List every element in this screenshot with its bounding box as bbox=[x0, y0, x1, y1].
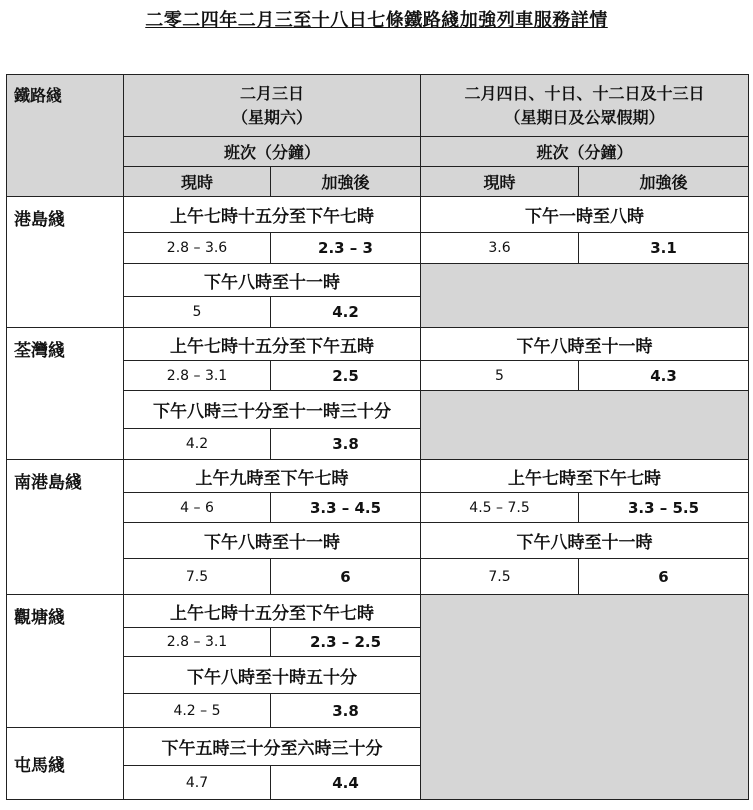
holiday-current-label: 現時 bbox=[421, 167, 579, 197]
period-label: 上午七時十五分至下午七時 bbox=[124, 197, 421, 233]
header-row bbox=[7, 75, 749, 137]
period-label: 下午八時至十一時 bbox=[124, 264, 421, 297]
current-frequency: 4.2 – 5 bbox=[124, 694, 271, 728]
holiday-enhanced-label: 加強後 bbox=[579, 167, 749, 197]
no-service-cell bbox=[421, 595, 749, 800]
rail-name-tuen-ma-line: 屯馬綫 bbox=[7, 728, 124, 800]
saturday-current-label: 現時 bbox=[124, 167, 271, 197]
period-label: 下午八時至十一時 bbox=[421, 523, 749, 559]
no-service-cell bbox=[421, 391, 749, 460]
service-table bbox=[6, 74, 749, 800]
rail-name-south-island-line: 南港島綫 bbox=[7, 460, 124, 595]
enhanced-frequency: 2.3 – 2.5 bbox=[271, 628, 421, 657]
enhanced-frequency: 6 bbox=[579, 559, 749, 595]
current-frequency: 4.5 – 7.5 bbox=[421, 493, 579, 523]
current-frequency: 5 bbox=[421, 361, 579, 391]
period-label: 上午七時十五分至下午五時 bbox=[124, 328, 421, 361]
saturday-date: 二月三日 bbox=[240, 83, 305, 103]
enhanced-frequency: 4.4 bbox=[271, 766, 421, 800]
enhanced-frequency: 4.2 bbox=[271, 297, 421, 328]
current-frequency: 4 – 6 bbox=[124, 493, 271, 523]
rail-column-header: 鐵路綫 bbox=[7, 75, 124, 197]
period-label: 上午九時至下午七時 bbox=[124, 460, 421, 493]
enhanced-frequency: 3.3 – 4.5 bbox=[271, 493, 421, 523]
period-label: 下午八時至十一時 bbox=[124, 523, 421, 559]
enhanced-frequency: 3.8 bbox=[271, 429, 421, 460]
enhanced-frequency: 4.3 bbox=[579, 361, 749, 391]
current-frequency: 2.8 – 3.1 bbox=[124, 361, 271, 391]
period-label: 下午八時至十時五十分 bbox=[124, 657, 421, 694]
period-label: 上午七時至下午七時 bbox=[421, 460, 749, 493]
enhanced-frequency: 3.3 – 5.5 bbox=[579, 493, 749, 523]
period-label: 下午八時三十分至十一時三十分 bbox=[124, 391, 421, 429]
page-title: 二零二四年二月三至十八日七條鐵路綫加強列車服務詳情 bbox=[145, 10, 608, 31]
enhanced-frequency: 2.3 – 3 bbox=[271, 233, 421, 264]
saturday-day: （星期六） bbox=[232, 107, 313, 127]
current-frequency: 2.8 – 3.1 bbox=[124, 628, 271, 657]
current-frequency: 7.5 bbox=[124, 559, 271, 595]
holiday-frequency-label: 班次（分鐘） bbox=[421, 137, 749, 167]
rail-name-tsuen-wan-line: 荃灣綫 bbox=[7, 328, 124, 460]
period-label: 下午五時三十分至六時三十分 bbox=[124, 728, 421, 766]
saturday-frequency-label: 班次（分鐘） bbox=[124, 137, 421, 167]
period-label: 下午一時至八時 bbox=[421, 197, 749, 233]
period-label: 下午八時至十一時 bbox=[421, 328, 749, 361]
saturday-header bbox=[124, 75, 421, 137]
holiday-day: （星期日及公眾假期） bbox=[504, 107, 665, 127]
enhanced-frequency: 3.8 bbox=[271, 694, 421, 728]
current-frequency: 3.6 bbox=[421, 233, 579, 264]
holiday-header bbox=[421, 75, 749, 137]
current-frequency: 4.2 bbox=[124, 429, 271, 460]
enhanced-frequency: 2.5 bbox=[271, 361, 421, 391]
current-frequency: 2.8 – 3.6 bbox=[124, 233, 271, 264]
enhanced-frequency: 6 bbox=[271, 559, 421, 595]
holiday-dates: 二月四日、十日、十二日及十三日 bbox=[464, 83, 705, 103]
current-frequency: 5 bbox=[124, 297, 271, 328]
rail-name-island-line: 港島綫 bbox=[7, 197, 124, 328]
period-label: 上午七時十五分至下午七時 bbox=[124, 595, 421, 628]
current-frequency: 7.5 bbox=[421, 559, 579, 595]
enhanced-frequency: 3.1 bbox=[579, 233, 749, 264]
rail-name-kwun-tong-line: 觀塘綫 bbox=[7, 595, 124, 728]
no-service-cell bbox=[421, 264, 749, 328]
current-frequency: 4.7 bbox=[124, 766, 271, 800]
saturday-enhanced-label: 加強後 bbox=[271, 167, 421, 197]
